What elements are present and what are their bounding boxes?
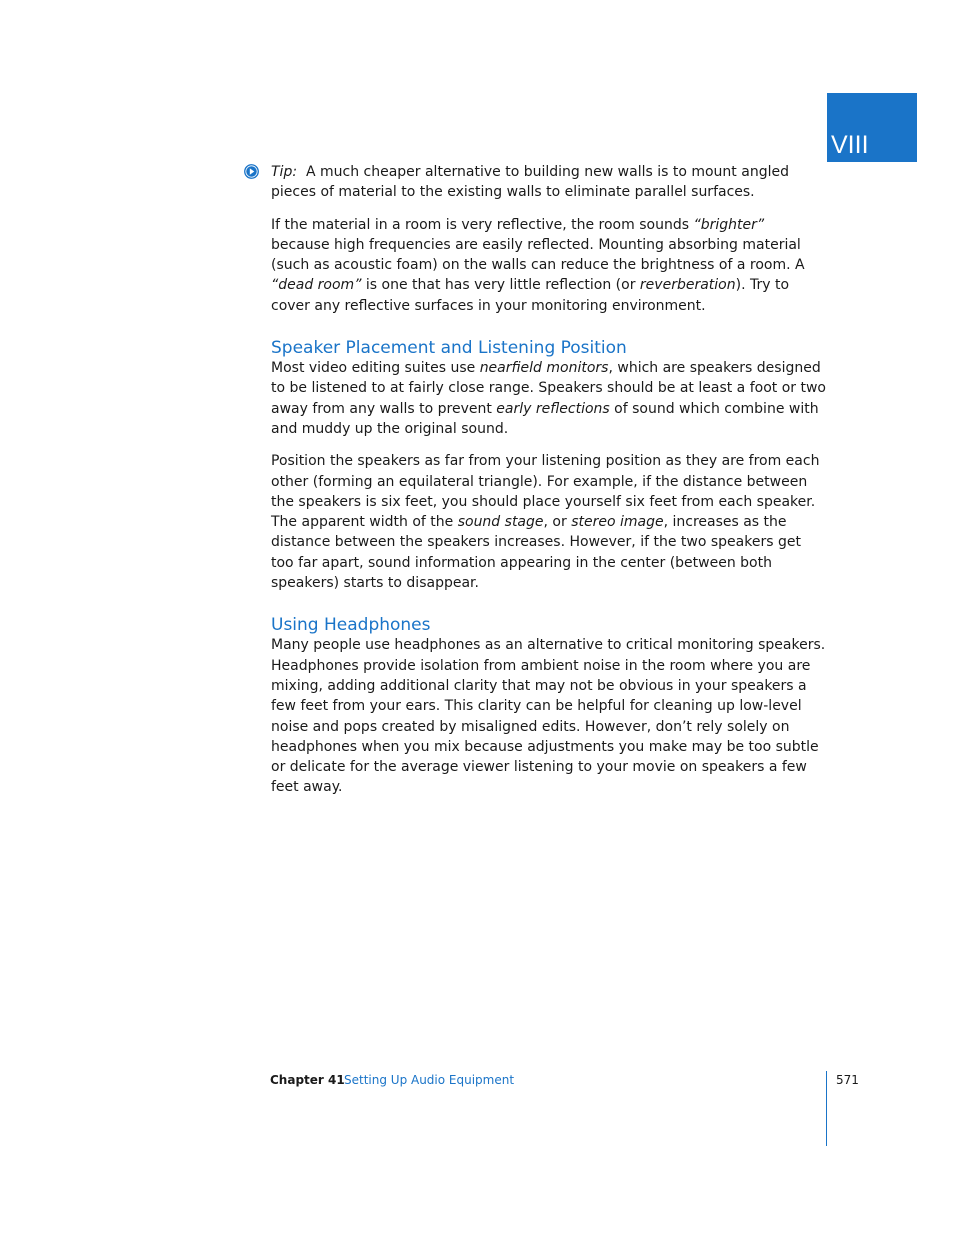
text-run: , increases as the distance between the speakers increases. However, if the two speakers get too far apart, sound information appearing in the center (between both speakers) starts to disappear.	[271, 514, 801, 592]
footer-chapter-title: Setting Up Audio Equipment	[344, 1073, 515, 1087]
emphasis: nearfield monitors	[479, 360, 609, 377]
tip-label: Tip:	[271, 164, 298, 180]
headphones-paragraph: Many people use headphones as an alternative to critical monitoring speakers. Headphones provide isolation from ambient noise in the room where you are mixing, adding additional clarity that may not be obvious in your speakers a few feet from your ears. This clarity can be helpful for cleaning up low-level noise and pops created by misaligned edits. However, don’t rely solely on headphones when you mix because adjustments you make may be too subtle or delicate for the average viewer listening to your movie on speakers a few feet away.	[271, 637, 826, 796]
page-body	[271, 162, 827, 810]
speaker-paragraph-2	[271, 451, 827, 593]
emphasis: early reflections	[496, 400, 610, 417]
text-run: of sound which combine with and muddy up the original sound.	[271, 400, 819, 437]
speaker-paragraph-1	[271, 358, 827, 439]
emphasis: “brighter”	[693, 216, 765, 233]
emphasis: reverberation	[639, 277, 736, 294]
text-run: Position the speakers as far from your listening position as they are from each other (forming an equilateral triangle). For example, if the distance between the speakers is six feet, you should place yourself six feet from each speaker. The apparent width of the	[271, 453, 820, 531]
part-tab	[827, 93, 917, 162]
page-number: 571	[836, 1073, 859, 1087]
text-run: Most video editing suites use	[271, 360, 480, 377]
tip-arrow-icon	[244, 164, 259, 179]
tip-text: A much cheaper alternative to building new walls is to mount angled pieces of material to the existing walls to eliminate parallel surfaces.	[271, 164, 789, 201]
emphasis: stereo image	[571, 514, 664, 531]
text-run: because high frequencies are easily reflected. Mounting absorbing material (such as acoustic foam) on the walls can reduce the brightness of a room. A	[271, 236, 805, 274]
part-number: VIII	[831, 131, 869, 159]
using-headphones-heading: Using Headphones	[271, 615, 431, 636]
reflective-paragraph	[271, 215, 827, 316]
footer-chapter: Chapter 41	[270, 1073, 345, 1087]
text-run: ). Try to cover any reflective surfaces in your monitoring environment.	[271, 277, 790, 314]
tip-paragraph	[271, 162, 827, 203]
emphasis: sound stage	[457, 514, 544, 531]
text-run: , which are speakers designed to be listened to at fairly close range. Speakers should be at least a foot or two away from any walls to prevent	[271, 360, 826, 417]
footer-divider	[826, 1071, 827, 1146]
text-run: If the material in a room is very reflective, the room sounds	[271, 216, 694, 233]
speaker-placement-heading: Speaker Placement and Listening Position	[271, 338, 627, 359]
text-run: , or	[543, 514, 572, 531]
text-run: is one that has very little reflection (or	[361, 277, 640, 294]
emphasis: “dead room”	[271, 277, 362, 294]
